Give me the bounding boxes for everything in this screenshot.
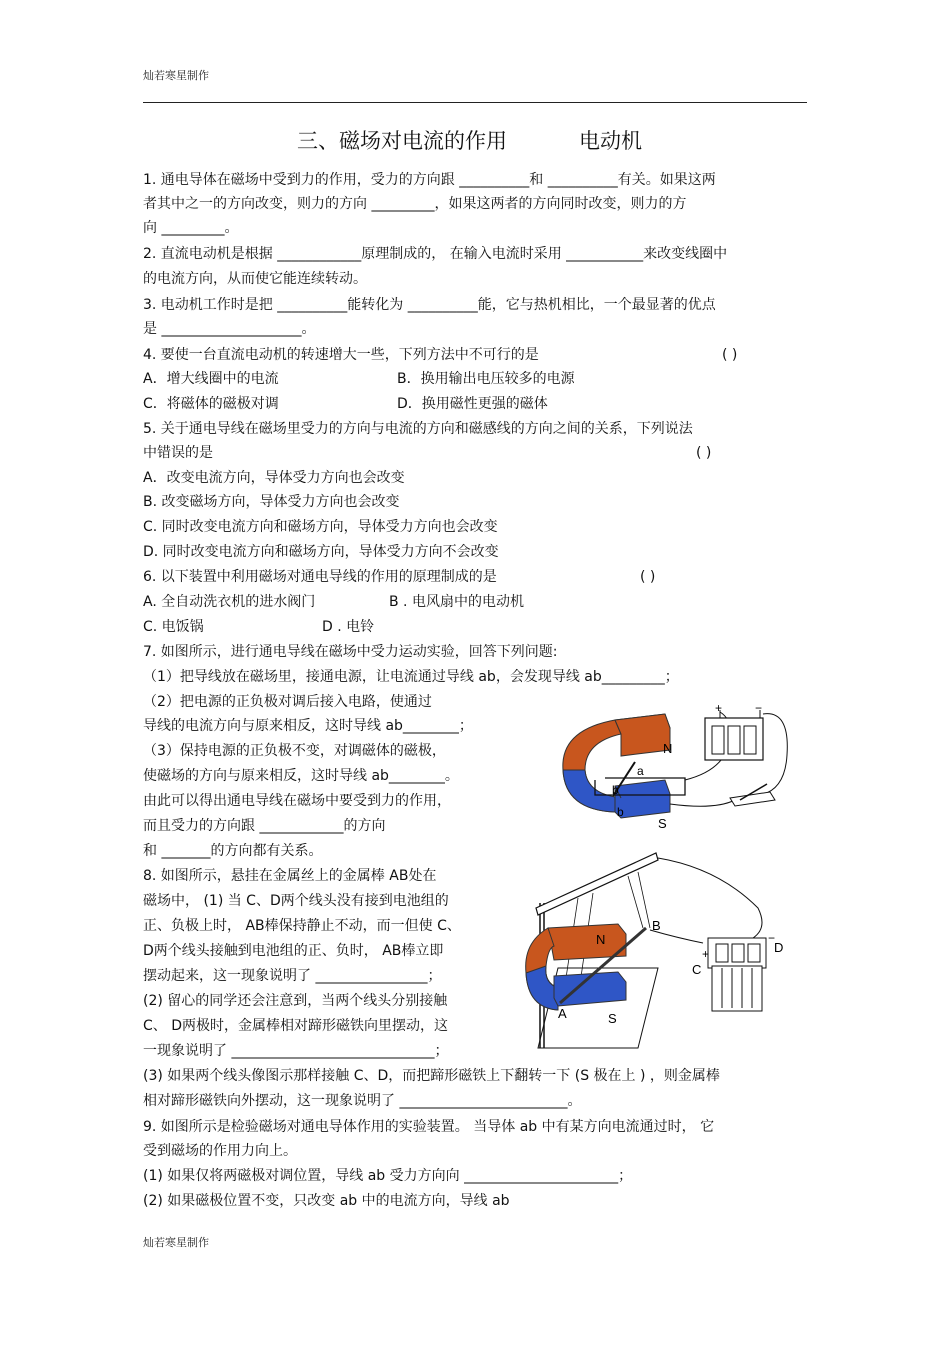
label-b: b bbox=[612, 783, 619, 797]
figure-magnet-conductor-circuit bbox=[555, 700, 800, 835]
q9-line1: 9. 如图所示是检验磁场对通电导体作用的实验装置。 当导体 ab 中有某方向电流通过时， 它 bbox=[143, 1119, 715, 1135]
page-title: 三、磁场对电流的作用 bbox=[297, 129, 507, 153]
q6-option-c: C. 电饭锅 bbox=[143, 619, 204, 635]
page-footer: 灿若寒星制作 bbox=[143, 1236, 209, 1249]
q7-stem: 7. 如图所示，进行通电导线在磁场中受力运动实验，回答下列问题: bbox=[143, 644, 558, 660]
q7-conclusion-line1: 由此可以得出通电导线在磁场中要受到力的作用， bbox=[143, 793, 451, 809]
q5-answer-bracket: ( ) bbox=[696, 445, 712, 461]
q5-option-c: C. 同时改变电流方向和磁场方向，导体受力方向也会改变 bbox=[143, 519, 498, 535]
q3-line2: 是 ____________________。 bbox=[143, 321, 316, 337]
label-b-2: b bbox=[617, 805, 624, 819]
q8-line3: 正、负极上时， AB棒保持静止不动，而一但使 C、 bbox=[143, 918, 461, 934]
label-a: a bbox=[637, 764, 644, 778]
q2-line1: 2. 直流电动机是根据 ____________原理制成的， 在输入电流时采用 ___________来改变线圈中 bbox=[143, 246, 728, 262]
q4-option-a: A．增大线圈中的电流 bbox=[143, 371, 279, 387]
q4-option-d: D．换用磁性更强的磁体 bbox=[397, 396, 548, 412]
q6-option-d: D . 电铃 bbox=[322, 619, 375, 635]
page-title-2: 电动机 bbox=[579, 129, 642, 153]
label-a-rod: A bbox=[558, 1006, 567, 1021]
q7-part2-line2: 导线的电流方向与原来相反，这时导线 ab________； bbox=[143, 718, 473, 734]
q4-stem: 4. 要使一台直流电动机的转速增大一些，下列方法中不可行的是 bbox=[143, 347, 539, 363]
q8-line2: 磁场中， (1) 当 C、D两个线头没有接到电池组的 bbox=[143, 893, 449, 909]
q8-part2-line1: (2) 留心的同学还会注意到，当两个线头分别接触 bbox=[143, 993, 448, 1009]
label-minus: − bbox=[755, 701, 763, 715]
q8-part2-line2: C、 D两极时，金属棒相对蹄形磁铁向里摆动，这 bbox=[143, 1018, 449, 1034]
figure-suspended-rod bbox=[518, 848, 798, 1053]
q6-answer-bracket: ( ) bbox=[640, 569, 656, 585]
q6-option-a: A. 全自动洗衣机的进水阀门 bbox=[143, 594, 316, 610]
q7-part2-line1: （2）把电源的正负极对调后接入电路，使通过 bbox=[143, 694, 432, 710]
label-plus: + bbox=[715, 701, 723, 715]
q1-line3: 向 _________。 bbox=[143, 220, 239, 236]
q1-line1: 1. 通电导体在磁场中受到力的作用，受力的方向跟 __________和 __________有关。如果这两 bbox=[143, 172, 716, 188]
q5-option-b: B. 改变磁场方向，导体受力方向也会改变 bbox=[143, 494, 400, 510]
q7-part3-line2: 使磁场的方向与原来相反，这时导线 ab________。 bbox=[143, 768, 459, 784]
q7-conclusion-line2: 而且受力的方向跟 ____________的方向 bbox=[143, 818, 386, 834]
label-plus-2: + bbox=[702, 947, 710, 961]
header-rule bbox=[143, 102, 807, 103]
q8-part3-line1: (3) 如果两个线头像图示那样接触 C、D，而把蹄形磁铁上下翻转一下 (S 极在上 ) ，则金属棒 bbox=[143, 1068, 720, 1084]
page-header: 灿若寒星制作 bbox=[143, 69, 209, 82]
q5-stem-line2: 中错误的是 bbox=[143, 445, 213, 461]
label-b-rod: B bbox=[652, 918, 661, 933]
q8-part2-line3: 一现象说明了 _____________________________； bbox=[143, 1043, 449, 1059]
q5-stem-line1: 5. 关于通电导线在磁场里受力的方向与电流的方向和磁感线的方向之间的关系，下列说法 bbox=[143, 421, 693, 437]
label-d: D bbox=[774, 940, 784, 955]
q9-part2: (2) 如果磁极位置不变，只改变 ab 中的电流方向，导线 ab bbox=[143, 1193, 510, 1209]
q7-part3-line1: （3）保持电源的正负极不变，对调磁体的磁极， bbox=[143, 743, 446, 759]
label-s: S bbox=[658, 816, 667, 831]
q7-part1: （1）把导线放在磁场里，接通电源，让电流通过导线 ab，会发现导线 ab_________； bbox=[143, 669, 679, 685]
q8-line5: 摆动起来，这一现象说明了 ________________； bbox=[143, 968, 442, 984]
label-n: N bbox=[663, 741, 673, 756]
q6-stem: 6. 以下装置中利用磁场对通电导线的作用的原理制成的是 bbox=[143, 569, 497, 585]
q8-line1: 8. 如图所示，悬挂在金属丝上的金属棒 AB处在 bbox=[143, 868, 437, 884]
q5-option-d: D. 同时改变电流方向和磁场方向，导体受力方向不会改变 bbox=[143, 544, 499, 560]
q4-option-b: B．换用输出电压较多的电源 bbox=[397, 371, 575, 387]
q8-line4: D两个线头接触到电池组的正、负时， AB棒立即 bbox=[143, 943, 444, 959]
label-n-2: N bbox=[596, 932, 606, 947]
q6-option-b: B . 电风扇中的电动机 bbox=[389, 594, 524, 610]
label-minus-2: − bbox=[768, 931, 776, 945]
q8-part3-line2: 相对蹄形磁铁向外摆动，这一现象说明了 ________________________。 bbox=[143, 1093, 582, 1109]
q9-line2: 受到磁场的作用力向上。 bbox=[143, 1143, 297, 1159]
q2-line2: 的电流方向，从而使它能连续转动。 bbox=[143, 271, 367, 287]
q4-answer-bracket: ( ) bbox=[722, 347, 738, 363]
label-c: C bbox=[692, 962, 702, 977]
q3-line1: 3. 电动机工作时是把 __________能转化为 __________能，它与热机相比，一个最显著的优点 bbox=[143, 297, 716, 313]
label-s-2: S bbox=[608, 1011, 617, 1026]
q5-option-a: A．改变电流方向，导体受力方向也会改变 bbox=[143, 470, 405, 486]
q1-line2: 者其中之一的方向改变，则力的方向 _________，如果这两者的方向同时改变，则力的方 bbox=[143, 196, 687, 212]
q4-option-c: C．将磁体的磁极对调 bbox=[143, 396, 279, 412]
q7-conclusion-line3: 和 _______的方向都有关系。 bbox=[143, 843, 323, 859]
q9-part1: (1) 如果仅将两磁极对调位置，导线 ab 受力方向向 ______________________； bbox=[143, 1168, 633, 1184]
